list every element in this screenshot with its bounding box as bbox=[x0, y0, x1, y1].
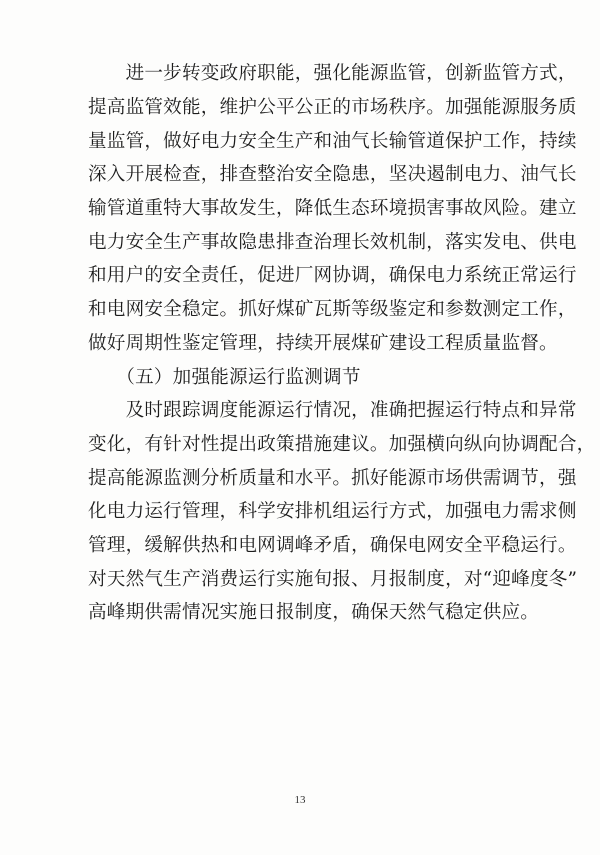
paragraph-line: 高峰期供需情况实施日报制度，确保天然气稳定供应。 bbox=[88, 602, 540, 623]
paragraph-line: 和电网安全稳定。抓好煤矿瓦斯等级鉴定和参数测定工作， bbox=[88, 299, 577, 320]
paragraph-line: 管理，缓解供热和电网调峰矛盾，确保电网安全平稳运行。 bbox=[88, 535, 577, 556]
paragraph-line: 对天然气生产消费运行实施旬报、月报制度，对“迎峰度冬” bbox=[88, 569, 578, 590]
paragraph-line: 输管道重特大事故发生，降低生态环境损害事故风险。建立 bbox=[88, 198, 577, 219]
paragraph-line: 及时跟踪调度能源运行情况，准确把握运行特点和异常 bbox=[88, 400, 577, 421]
paragraph-line: 化电力运行管理，科学安排机组运行方式，加强电力需求侧 bbox=[88, 501, 577, 522]
paragraph-line: 提高监管效能，维护公平公正的市场秩序。加强能源服务质 bbox=[88, 97, 577, 118]
paragraph-line: 提高能源监测分析质量和水平。抓好能源市场供需调节，强 bbox=[88, 468, 577, 489]
paragraph-line: 做好周期性鉴定管理，持续开展煤矿建设工程质量监督。 bbox=[88, 333, 558, 354]
paragraph-line: 电力安全生产事故隐患排查治理长效机制，落实发电、供电 bbox=[88, 232, 577, 253]
paragraph-line: 进一步转变政府职能，强化能源监管，创新监管方式， bbox=[88, 63, 577, 84]
paragraph-line: 变化，有针对性提出政策措施建议。加强横向纵向协调配合， bbox=[88, 434, 596, 455]
paragraph-line: 量监管，做好电力安全生产和油气长输管道保护工作，持续 bbox=[88, 131, 577, 152]
section-heading: （五）加强能源运行监测调节 bbox=[88, 367, 361, 388]
paragraph-line: 深入开展检查，排查整治安全隐患，坚决遏制电力、油气长 bbox=[88, 164, 577, 185]
page-number: 13 bbox=[294, 794, 306, 806]
paragraph-line: 和用户的安全责任，促进厂网协调，确保电力系统正常运行 bbox=[88, 265, 577, 286]
